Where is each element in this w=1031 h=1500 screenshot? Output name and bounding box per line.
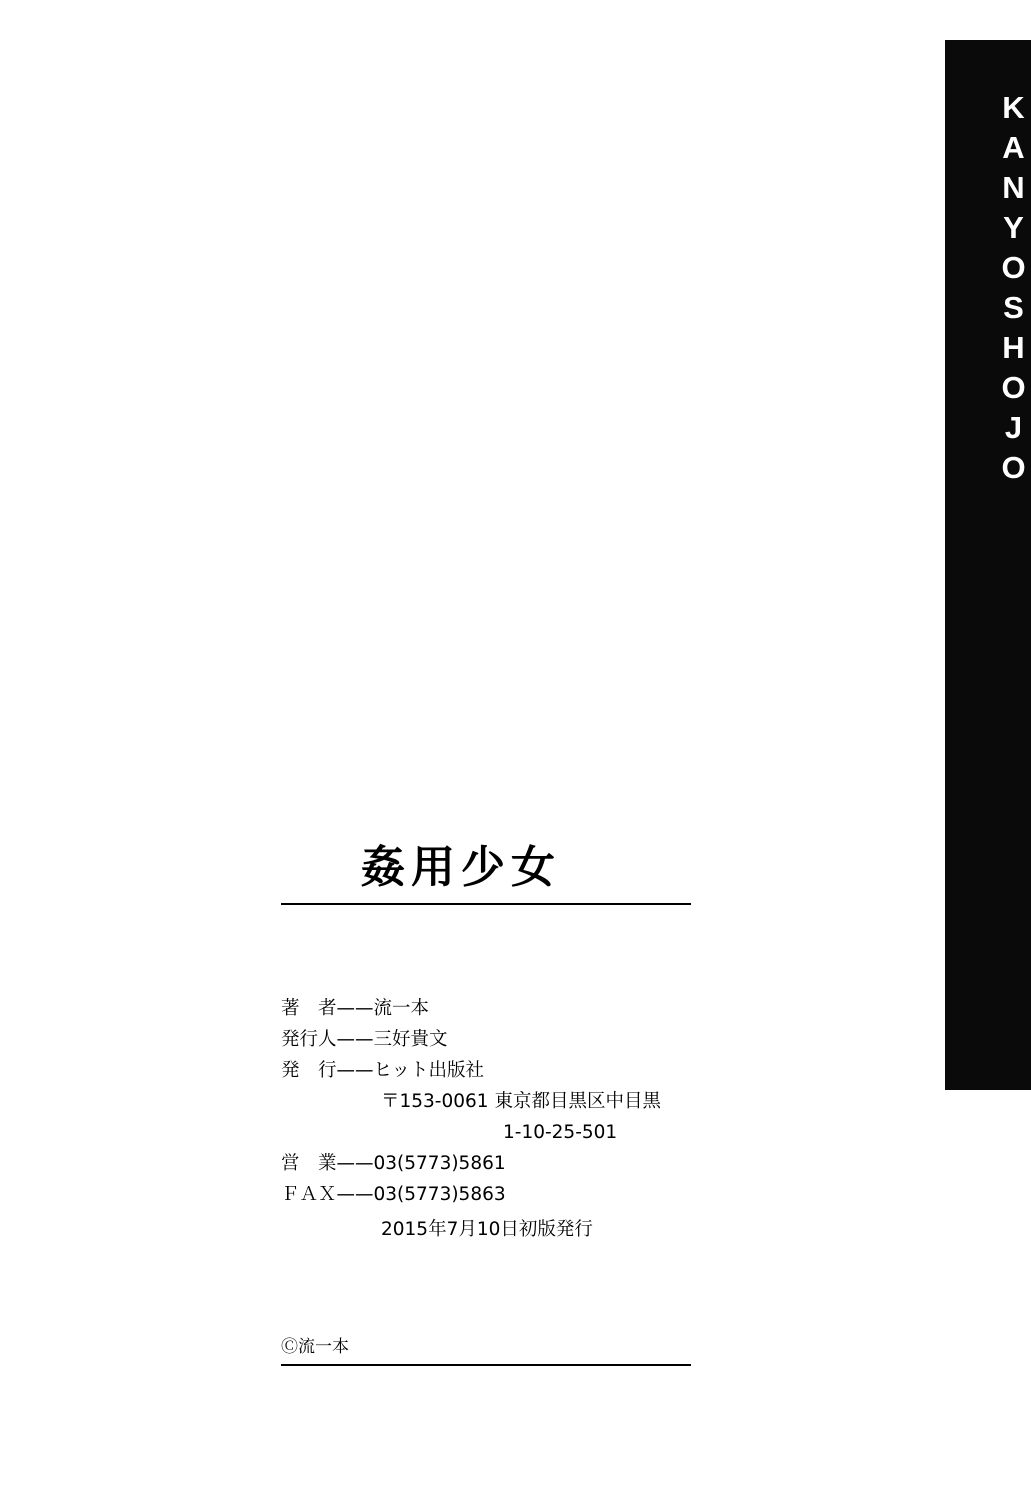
credit-sales-phone: 営 業——03(5773)5861 — [281, 1153, 506, 1174]
credit-address-line-1: 〒153-0061 東京都目黒区中目黒 — [381, 1091, 661, 1112]
spine-title: KANYOSHOJO — [996, 90, 1031, 490]
copyright-notice: Ⓒ流一本 — [281, 1337, 349, 1357]
credit-fax: ＦＡＸ——03(5773)5863 — [281, 1184, 506, 1205]
footer-rule — [281, 1364, 691, 1366]
credit-author: 著 者——流一本 — [281, 998, 430, 1019]
footer-block — [281, 1336, 691, 1366]
credits-list — [281, 993, 691, 1245]
spine-bar — [945, 40, 1031, 1090]
colophon-block — [281, 840, 691, 1245]
page-title: 姦用少女 — [361, 842, 561, 893]
credit-publisher-person: 発行人——三好貴文 — [281, 1029, 448, 1050]
publication-date: 2015年7月10日初版発行 — [381, 1219, 593, 1240]
credit-publisher: 発 行——ヒット出版社 — [281, 1060, 484, 1081]
title-underline-rule — [281, 903, 691, 905]
credit-address-line-2: 1-10-25-501 — [503, 1122, 618, 1143]
